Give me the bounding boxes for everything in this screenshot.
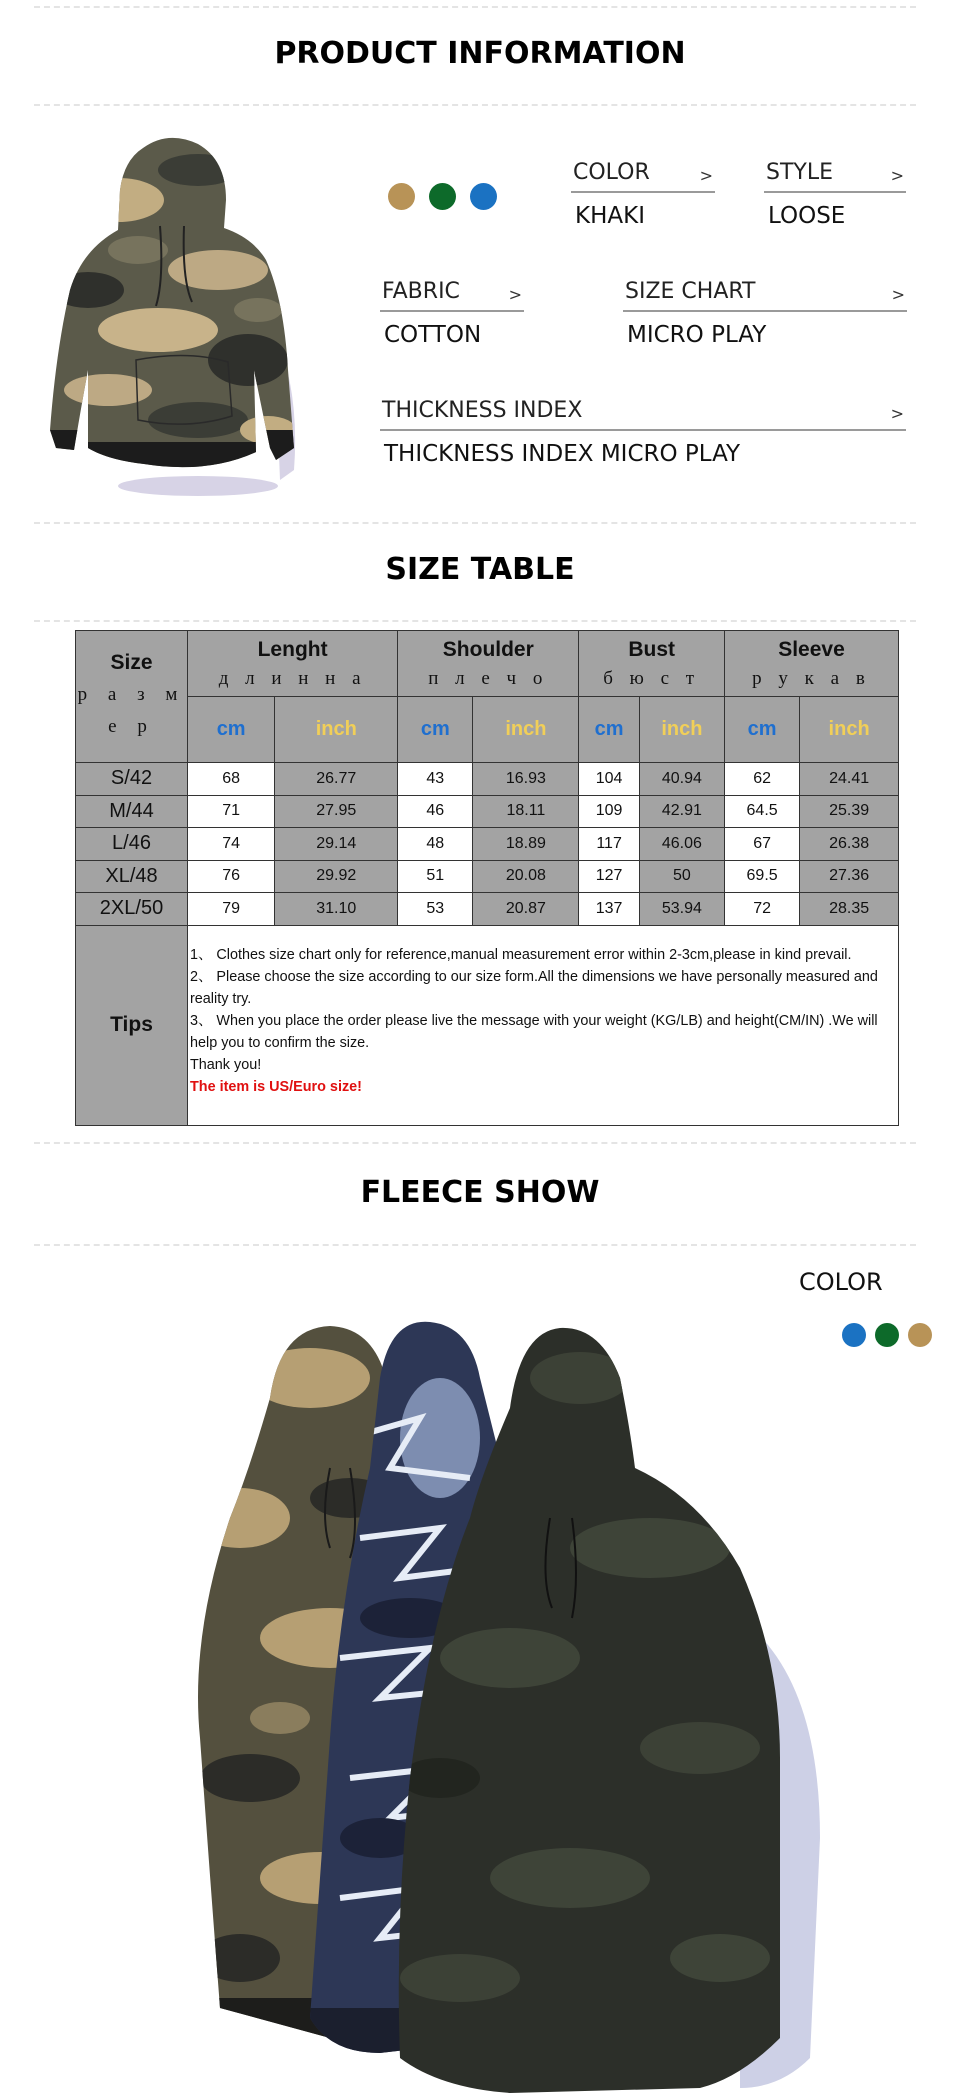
unit-inch: inch: [639, 697, 724, 763]
attribute-value: MICRO PLAY: [627, 322, 767, 348]
blue-swatch[interactable]: [842, 1323, 866, 1347]
table-row: 2XL/50 79 31.10 53 20.87 137 53.94 72 28.35: [76, 893, 899, 926]
attribute-thickness[interactable]: [380, 398, 906, 467]
size-header-ru: р а з м е р: [77, 683, 186, 737]
size-table-title: SIZE TABLE: [385, 552, 575, 587]
attribute-style[interactable]: [764, 160, 906, 229]
column-header-shoulder: Shoulder п л е ч о: [398, 631, 579, 697]
unit-inch: inch: [800, 697, 899, 763]
attribute-label: THICKNESS INDEX: [382, 398, 583, 423]
fleece-color-swatches: [842, 1323, 932, 1347]
table-row: XL/48 76 29.92 51 20.08 127 50 69.5 27.36: [76, 860, 899, 893]
chevron-right-icon: >: [699, 166, 713, 185]
fleece-color-label: COLOR: [799, 1268, 883, 1296]
attribute-label: STYLE: [766, 160, 833, 185]
tips-label: Tips: [76, 925, 188, 1125]
attribute-value: COTTON: [384, 322, 482, 348]
attribute-value: THICKNESS INDEX MICRO PLAY: [384, 441, 741, 467]
column-header-bust: Bust б ю с т: [579, 631, 725, 697]
attribute-label: FABRIC: [382, 279, 460, 304]
column-header-length: Lenght д л и н н а: [188, 631, 398, 697]
divider-top: [34, 6, 916, 8]
khaki-swatch[interactable]: [908, 1323, 932, 1347]
chevron-right-icon: >: [508, 285, 522, 304]
green-swatch[interactable]: [429, 183, 456, 210]
attribute-size-chart[interactable]: [623, 279, 907, 348]
tips-content: [188, 925, 899, 1125]
tip-2: 2、 Please choose the size according to our size form.All the dimensions we have personally measured and reality try.: [190, 968, 878, 1007]
tip-3: 3、 When you place the order please live the message with your weight (KG/LB) and height(CM/IN) .We will help you to confirm the size.: [190, 1012, 878, 1051]
khaki-swatch[interactable]: [388, 183, 415, 210]
attribute-value: LOOSE: [768, 203, 846, 229]
product-information-title: PRODUCT INFORMATION: [274, 36, 686, 71]
divider: [34, 620, 916, 622]
table-row: S/42 68 26.77 43 16.93 104 40.94 62 24.41: [76, 763, 899, 796]
unit-cm: cm: [579, 697, 639, 763]
attribute-fabric[interactable]: [380, 279, 524, 348]
column-header-sleeve: Sleeve р у к а в: [724, 631, 898, 697]
divider: [34, 1142, 916, 1144]
divider: [34, 522, 916, 524]
attribute-color[interactable]: [571, 160, 715, 229]
tip-1: 1、 Clothes size chart only for reference,manual measurement error within 2-3cm,please in kind prevail.: [190, 946, 852, 963]
fleece-hoodies-image: [180, 1318, 840, 2098]
chevron-right-icon: >: [891, 285, 905, 304]
divider: [34, 1244, 916, 1246]
size-header-cell: [76, 631, 188, 763]
size-table: [75, 630, 899, 1126]
divider: [34, 104, 916, 106]
unit-cm: cm: [398, 697, 473, 763]
unit-inch: inch: [473, 697, 579, 763]
tip-size-notice: The item is US/Euro size!: [190, 1078, 362, 1095]
unit-inch: inch: [275, 697, 398, 763]
attribute-value: KHAKI: [575, 203, 645, 229]
unit-cm: cm: [724, 697, 799, 763]
blue-swatch[interactable]: [470, 183, 497, 210]
unit-cm: cm: [188, 697, 275, 763]
green-swatch[interactable]: [875, 1323, 899, 1347]
chevron-right-icon: >: [890, 166, 904, 185]
chevron-right-icon: >: [890, 404, 904, 423]
tip-thanks: Thank you!: [190, 1056, 262, 1073]
table-row: M/44 71 27.95 46 18.11 109 42.91 64.5 25.39: [76, 795, 899, 828]
table-row: L/46 74 29.14 48 18.89 117 46.06 67 26.38: [76, 828, 899, 861]
product-hoodie-image: [48, 130, 308, 500]
attribute-label: SIZE CHART: [625, 279, 756, 304]
size-header-en: Size: [110, 650, 153, 674]
attribute-label: COLOR: [573, 160, 650, 185]
color-swatches: [388, 183, 497, 210]
fleece-show-title: FLEECE SHOW: [360, 1175, 600, 1210]
